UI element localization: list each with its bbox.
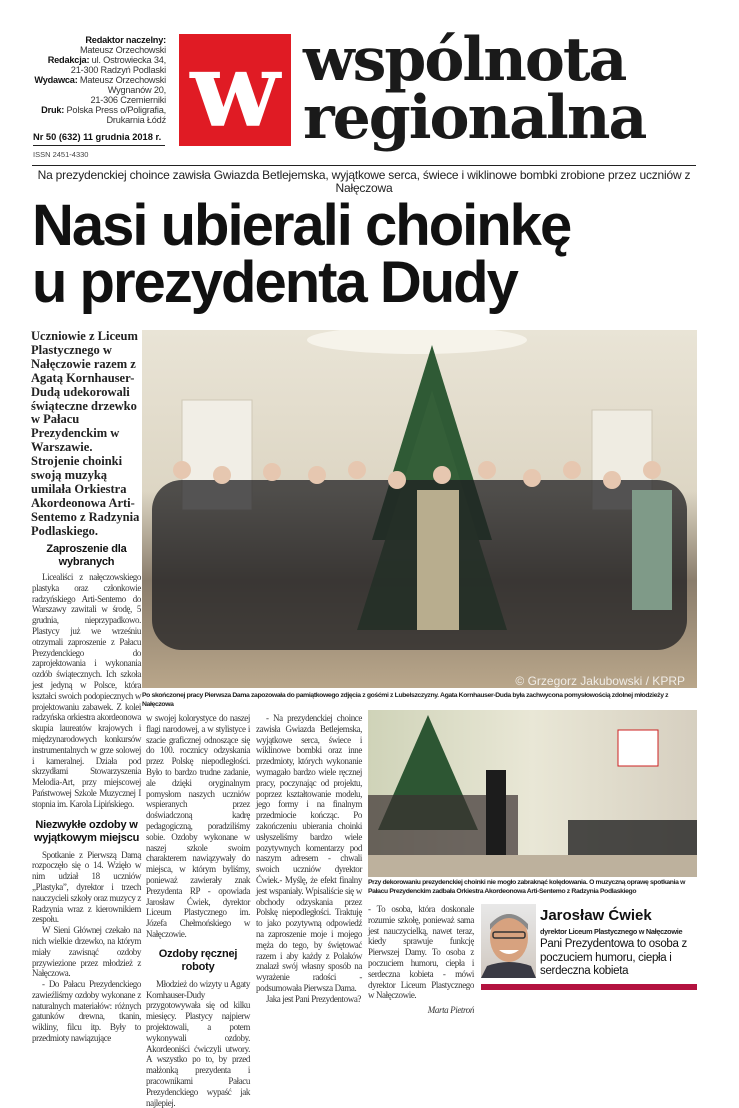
newspaper-title <box>303 25 723 153</box>
article-subtitle: Na prezydenckiej choince zawisła Gwiazda Betlejemska, wyjątkowe serca, świece i wiklinowe bombki zrobione przez uczniów z Nałęczowa <box>37 168 691 195</box>
imprint-line <box>10 75 166 85</box>
imprint-label: Wydawca: <box>34 75 78 85</box>
second-photo <box>368 710 697 877</box>
imprint-line <box>10 95 166 105</box>
author: Marta Pietroń <box>427 1005 474 1016</box>
paragraph: - Na prezydenckiej choince zawisła Gwiazda Betlejemska, wyjątkowe serca, świece i wiklinowe bombki oraz inne przedmioty, których wykonanie wymagało bardzo wiele ręcznej pracy, poczynając od projektu, poprzez kształtowanie modelu, jego formy i na finalnym przedmiocie kończąc. Po zakończeniu ubierania choinki usłyszeliśmy bardzo wiele pozytywnych komentarzy pod naszym adresem - chwali swoich uczniów dyrektor Ćwiek.- Myślę, że efekt finalny jest wspaniały. Wpisaliście się w obchody odzyskania przez Polskę niepodległości. Traktuję to jako pozytywną odpowiedź na zaproszenie moje i mojego męża do tego, by świętować razem i aby każdy z Polaków znalazł swój własny sposób na wyrażenie radości - podsumowała Pierwsza Dama. <box>256 713 362 993</box>
paragraph: Spotkanie z Pierwszą Damą rozpoczęło się o 14. Wzięło w nim udział 18 uczniów „Plastyka”, dyrektor i trzech nauczycieli szkoły oraz muzycy z Radzynia wraz z kierownikiem zespołu. <box>32 849 141 925</box>
imprint-value: Polska Press o/Poligrafia, <box>64 105 166 115</box>
photo-illustration <box>368 710 697 877</box>
imprint-line <box>10 45 166 55</box>
quote-role: dyrektor Liceum Plastycznego w Nałęczowie <box>540 927 683 936</box>
column-2 <box>146 713 250 1108</box>
imprint-value: Drukarnia Łódź <box>106 115 166 125</box>
title-line-2: regionalna <box>303 83 646 153</box>
section-heading: Ozdoby ręcznej roboty <box>158 947 238 973</box>
imprint-value: 21-300 Radzyń Podlaski <box>70 65 166 75</box>
headline-line-1: Nasi ubierali choinkę <box>32 193 571 258</box>
issn: ISSN 2451-4330 <box>33 150 89 159</box>
quote-name: Jarosław Ćwiek <box>540 907 652 924</box>
imprint-label: Druk: <box>41 105 65 115</box>
quote-accent-bar <box>481 984 697 990</box>
imprint-value: ul. Ostrowiecka 34, <box>89 55 166 65</box>
imprint-line <box>10 55 166 65</box>
quote-text: Pani Prezydentowa to osoba z poczuciem humoru, ciepła i serdeczna kobieta <box>540 938 687 977</box>
column-1 <box>32 543 141 1044</box>
article-lead: Uczniowie z Liceum Plastycznego w Nałęczowie razem z Agatą Kornhauser-Dudą udekorowali świąteczne drzewko w Pałacu Prezydenckim w Warszawie. Strojenie choinki swoją muzyką umilała Orkiestra Akordeonowa Arti-Sentemo z Radzynia Podlaskiego. <box>31 329 140 538</box>
column-3 <box>256 713 362 1005</box>
imprint-line <box>10 105 166 115</box>
headline-line-2: u prezydenta Dudy <box>32 250 517 315</box>
imprint-line <box>10 35 166 45</box>
section-heading: Niezwykłe ozdoby w wyjątkowym miejscu <box>33 818 140 844</box>
paragraph: Młodzież do wizyty u Agaty Kornhauser-Dudy przygotowywała się od kilku miesięcy. Plastycy najpierw projektowali, a potem wykonywali ozdoby. Akordeoniści ćwiczyli utwory. A wszystko po to, by przed małżonką prezydenta i pracownikami Pałacu Prezydenckiego wypaść jak najlepiej. <box>146 978 250 1108</box>
paragraph: w swojej kolorystyce do naszej flagi narodowej, a w stylistyce i szacie graficznej odnoszące się do 100. rocznicy odzyskania przez Polskę niepodległości. Było to bardzo trudne zadanie, ale dzięki oryginalnym pomysłom naszych uczniów wspieranych przez doświadczoną kadrę pedagogiczną, poradziliśmy sobie. Ozdoby wykonane w naszej szkole swoim charakterem nawiązywały do miejsca, w którym byliśmy, ponieważ zawierały znak Prezydenta RP - opowiada Jarosław Ćwiek, dyrektor Liceum Plastycznego im. Józefa Chełmońskiego w Nałęczowie. <box>146 713 250 939</box>
column-4 <box>368 904 474 1016</box>
paragraph: - To osoba, która doskonale rozumie szkołę, ponieważ sama jest nauczycielką, nawet teraz, kiedy sprawuje funkcję Pierwszej Damy. To osoba z poczuciem humoru, ciepła i serdeczna kobieta - mówi dyrektor Liceum Plastycznego w Nałęczowie. <box>368 904 474 1001</box>
logo-mark: w <box>179 34 291 146</box>
imprint-value: Mateusz Orzechowski <box>77 75 166 85</box>
imprint-lines <box>10 35 166 125</box>
paragraph: Jaka jest Pani Prezydentowa? <box>266 993 362 1004</box>
masthead-rule <box>32 165 696 166</box>
second-photo-caption: Przy dekorowaniu prezydenckiej choinki nie mogło zabraknąć kolędowania. O muzyczną oprawę spotkania w Pałacu Prezydenckim zadbała Orkiestra Akordeonowa Arti-Sentemo z Radzynia Podlaskiego <box>368 879 686 895</box>
issue-number: Nr 50 (632) 11 grudnia 2018 r. <box>33 132 162 142</box>
section-heading: Zaproszenie dla wybranych <box>46 543 127 568</box>
imprint <box>10 35 166 125</box>
portrait-photo <box>481 904 536 978</box>
imprint-value: Wygnanów 20, <box>107 85 166 95</box>
paragraph: Licealiści z nałęczowskiego plastyka oraz członkowie radzyńskiego Arti-Sentemo do Warszawy zawitali w środę, 5 grudnia, nieprzypadkowo. Plastycy już we wrześniu otrzymali zaproszenie z Pałacu Prezydenckiego do zaprojektowania i wykonania ozdób świątecznych. Ich szkoła jest jedyną w Polsce, która kształci swoich podopiecznych w projektowaniu zabawek. Z kolei radzyńska orkiestra akordeonowa skupia laureatów krajowych i międzynarodowych konkursów instrumentalnych w grze solowej i kameralnej. Działa pod skrzydłami Stowarzyszenia Melodia-Art, przy miejscowej Państwowej Szkole Muzycznej I stopnia im. Karola Lipińskiego. <box>32 572 141 809</box>
imprint-line <box>10 85 166 95</box>
title-line-1: wspólnota <box>303 25 626 95</box>
photo-illustration <box>142 330 697 688</box>
paragraph: - Do Pałacu Prezydenckiego zawieźliśmy ozdoby wykonane z naturalnych materiałów: różnych gatunków drewna, tkanin, wikliny, filcu itp. Były to przedmioty nawiązujące <box>32 979 141 1044</box>
imprint-label: Redakcja: <box>47 55 90 65</box>
imprint-label: Redaktor naczelny: <box>85 35 166 45</box>
imprint-line <box>10 65 166 75</box>
main-photo-caption: Po skończonej pracy Pierwsza Dama zapozowała do pamiątkowego zdjęcia z gośćmi z Lubelszczyzny. Agata Kornhauser-Duda była zachwycona pomysłowością zdolnej młodzieży z Nałęczowa <box>142 692 669 708</box>
photo-credit: © Grzegorz Jakubowski / KPRP <box>515 674 685 688</box>
headline <box>32 193 712 315</box>
portrait-illustration <box>481 904 536 978</box>
paragraph: W Sieni Głównej czekało na nich wielkie drzewko, na którym miały zawisnąć ozdoby przywiezione przez młodzież z Nałęczowa. <box>32 925 141 979</box>
imprint-value: Mateusz Orzechowski <box>79 45 166 55</box>
divider <box>33 145 165 146</box>
imprint-line <box>10 115 166 125</box>
imprint-value: 21-306 Czemierniki <box>90 95 166 105</box>
main-photo <box>142 330 697 688</box>
